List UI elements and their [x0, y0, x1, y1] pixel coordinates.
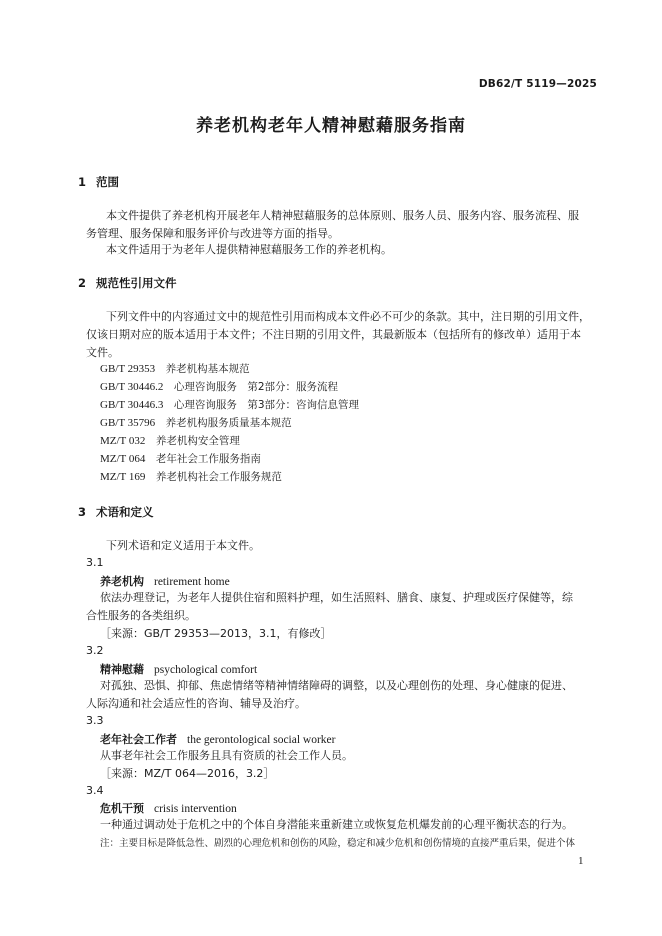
- reference-code: GB/T 29353: [100, 363, 156, 375]
- reference-title: 养老机构基本规范: [165, 363, 250, 375]
- standard-number: DB62/T 5119—2025: [478, 78, 597, 90]
- term-heading: [100, 573, 230, 589]
- paragraph-line: 务管理、服务保障和服务评价与改进等方面的指导。: [86, 227, 339, 240]
- document-title: 养老机构老年人精神慰藉服务指南: [196, 116, 466, 136]
- reference-code: MZ/T 064: [100, 453, 146, 465]
- definition-line: 人际沟通和社会适应性的咨询、辅导及治疗。: [86, 697, 306, 710]
- section-number: 3: [78, 505, 87, 519]
- term-chinese: 养老机构: [100, 575, 144, 588]
- section-1-heading: [78, 174, 119, 190]
- section-number: 1: [78, 175, 87, 189]
- term-number: 3.2: [86, 644, 104, 657]
- reference-code: GB/T 30446.2: [100, 381, 164, 393]
- term-note: 注：主要目标是降低急性、剧烈的心理危机和创伤的风险，稳定和减少危机和创伤情境的直接严重后果，促进个体: [100, 838, 576, 849]
- reference-item: [100, 415, 292, 430]
- reference-title: 心理咨询服务 第3部分：咨询信息管理: [173, 399, 360, 411]
- reference-title: 老年社会工作服务指南: [155, 453, 261, 465]
- term-source: ［来源：GB/T 29353—2013，3.1，有修改］: [100, 627, 332, 640]
- reference-code: MZ/T 169: [100, 471, 146, 483]
- section-3-heading: [78, 504, 154, 520]
- paragraph-line: 下列术语和定义适用于本文件。: [106, 539, 260, 552]
- term-english: crisis intervention: [154, 803, 237, 815]
- term-english: the gerontological social worker: [187, 734, 336, 746]
- paragraph-line: 本文件适用于为老年人提供精神慰藉服务工作的养老机构。: [106, 243, 392, 256]
- term-english: retirement home: [154, 576, 230, 588]
- section-title: 规范性引用文件: [96, 276, 177, 290]
- reference-title: 养老机构社会工作服务规范: [155, 471, 282, 483]
- term-chinese: 老年社会工作者: [100, 733, 177, 746]
- section-number: 2: [78, 276, 87, 290]
- paragraph-line: 下列文件中的内容通过文中的规范性引用而构成本文件必不可少的条款。其中，注日期的引用文件，: [106, 310, 590, 323]
- section-title: 范围: [96, 175, 119, 189]
- reference-code: GB/T 30446.3: [100, 399, 164, 411]
- term-chinese: 精神慰藉: [100, 663, 144, 676]
- reference-item: [100, 451, 261, 466]
- term-english: psychological comfort: [154, 664, 258, 676]
- term-source: ［来源：MZ/T 064—2016，3.2］: [100, 767, 275, 780]
- reference-title: 心理咨询服务 第2部分：服务流程: [173, 381, 339, 393]
- term-number: 3.1: [86, 556, 104, 569]
- term-number: 3.4: [86, 784, 104, 797]
- reference-item: [100, 361, 250, 376]
- term-heading: [100, 731, 336, 747]
- page-number: 1: [578, 855, 584, 867]
- reference-item: [100, 379, 338, 394]
- definition-line: 依法办理登记，为老年人提供住宿和照料护理，如生活照料、膳食、康复、护理或医疗保健等，综: [100, 591, 573, 604]
- reference-title: 养老机构服务质量基本规范: [165, 417, 292, 429]
- reference-title: 养老机构安全管理: [155, 435, 240, 447]
- paragraph-line: 本文件提供了养老机构开展老年人精神慰藉服务的总体原则、服务人员、服务内容、服务流程、服: [106, 209, 579, 222]
- reference-code: MZ/T 032: [100, 435, 146, 447]
- definition-line: 从事老年社会工作服务且具有资质的社会工作人员。: [100, 749, 353, 762]
- definition-line: 合性服务的各类组织。: [86, 609, 196, 622]
- section-title: 术语和定义: [96, 505, 154, 519]
- definition-line: 一种通过调动处于危机之中的个体自身潜能来重新建立或恢复危机爆发前的心理平衡状态的行为。: [100, 818, 573, 831]
- paragraph-line: 仅该日期对应的版本适用于本文件；不注日期的引用文件，其最新版本（包括所有的修改单）适用于本: [86, 328, 581, 341]
- term-heading: [100, 661, 257, 677]
- section-2-heading: [78, 275, 177, 291]
- paragraph-line: 文件。: [86, 346, 119, 359]
- reference-code: GB/T 35796: [100, 417, 156, 429]
- reference-item: [100, 397, 359, 412]
- definition-line: 对孤独、恐惧、抑郁、焦虑情绪等精神情绪障碍的调整，以及心理创伤的处理、身心健康的促进、: [100, 679, 573, 692]
- reference-item: [100, 469, 282, 484]
- reference-item: [100, 433, 240, 448]
- term-chinese: 危机干预: [100, 802, 144, 815]
- term-heading: [100, 800, 237, 816]
- term-number: 3.3: [86, 714, 104, 727]
